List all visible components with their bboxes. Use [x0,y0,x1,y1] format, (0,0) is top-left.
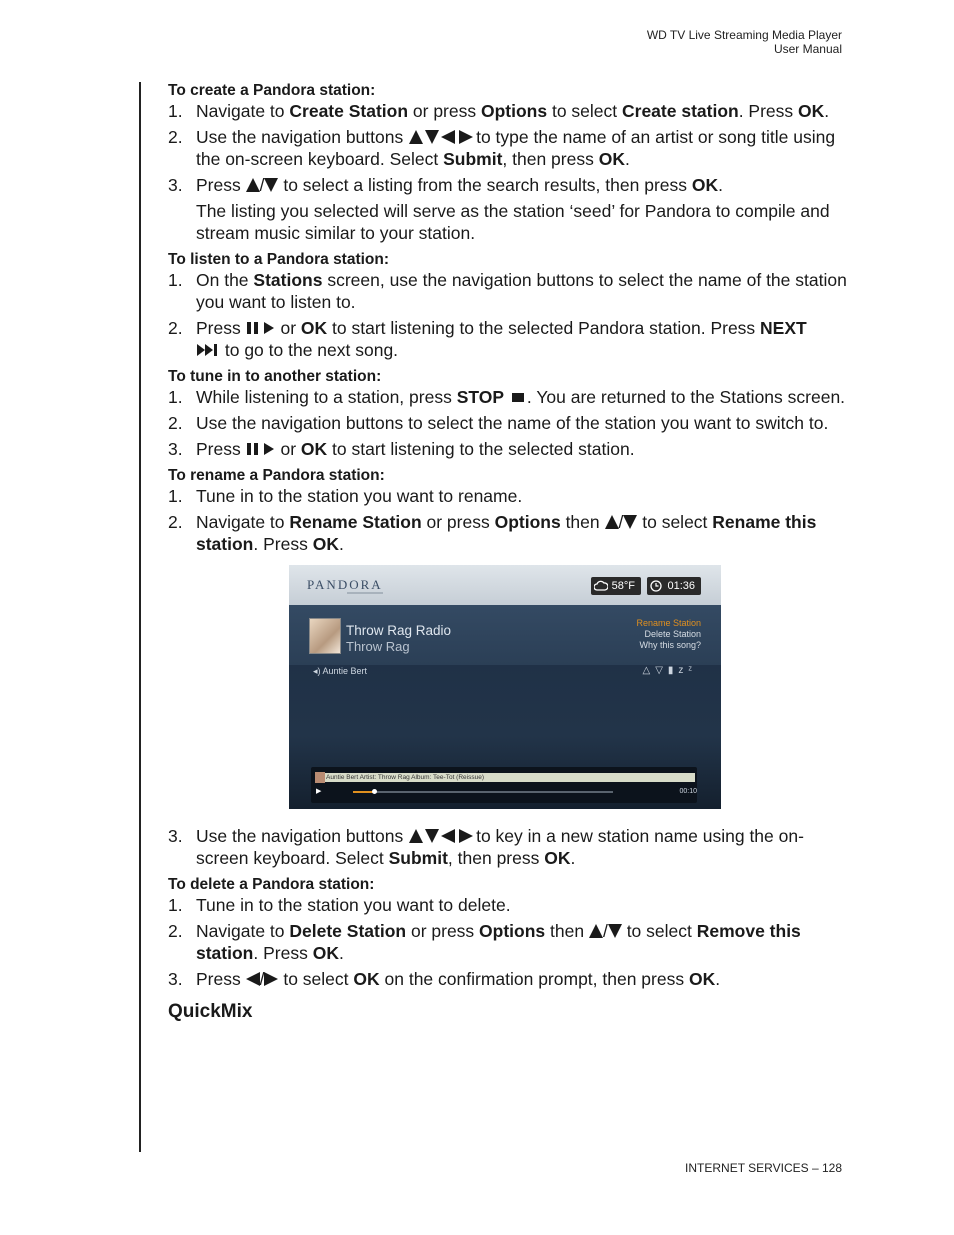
create-heading: To create a Pandora station: [168,82,376,99]
track-meta: Auntie Bert Artist: Throw Rag Album: Tee-Tot (Reissue) [315,773,695,782]
artist-name: Auntie Bert [322,666,368,676]
tune-step-2: 2. Use the navigation buttons to select the name of the station you want to switch to. [168,413,829,433]
delete-section [168,873,848,990]
album-art [309,618,341,654]
create-note: The listing you selected will serve as the station ‘seed’ for Pandora to compile and stream music similar to your station. [196,201,830,243]
pandora-screenshot [289,565,721,809]
delete-step-2: 2. Navigate to Delete Station or press Options then / to select Remove this station. Press OK. [168,921,801,963]
down-arrow-icon [264,177,278,193]
listen-step-2: 2. Press or OK to start listening to the selected Pandora station. Press NEXT to go to the next song. [168,318,807,360]
song-actions [642,665,697,676]
menu-why-this-song[interactable]: Why this song? [639,640,701,650]
down-arrow-icon [608,923,622,939]
rename-step-2: 2. Navigate to Rename Station or press Options then / to select Rename this station. Press OK. [168,512,817,554]
tune-heading: To tune in to another station: [168,368,382,385]
delete-step-3: 3. Press / to select OK on the confirmation prompt, then press OK. [168,969,721,989]
nav-arrows-icon [408,129,476,145]
pandora-logo: PANDORA [307,577,383,592]
play-pause-icon [246,320,276,336]
menu-rename-station[interactable]: Rename Station [636,618,701,628]
create-section [168,79,848,244]
create-step-3: 3. Press / to select a listing from the search results, then press OK. [168,175,723,195]
menu-delete-station[interactable]: Delete Station [644,629,701,639]
rename-step-3: 3. Use the navigation buttons to key in a new station name using the on-screen keyboard. Select Submit, then press OK. [168,826,804,868]
track-thumbnail [315,772,325,783]
delete-heading: To delete a Pandora station: [168,876,375,893]
page-content [168,79,848,1024]
up-arrow-icon [605,514,619,530]
tune-step-3: 3. Press or OK to start listening to the selected station. [168,439,635,459]
play-pause-icon [246,441,276,457]
next-track-icon [196,342,220,358]
create-step-1: 1. Navigate to Create Station or press Options to select Create station. Press OK. [168,101,830,121]
thumbs-down-icon[interactable]: ▽ [655,665,668,676]
artist-row [313,666,367,677]
up-arrow-icon [246,177,260,193]
quickmix-heading: QuickMix [168,1001,253,1022]
nav-arrows-icon [408,828,476,844]
clock-chip [647,577,701,595]
tune-section [168,365,848,460]
page-footer: INTERNET SERVICES – 128 [685,1161,842,1175]
thumbs-up-icon[interactable]: △ [642,665,656,676]
right-arrow-icon [264,971,278,987]
play-icon[interactable]: ▶ [316,788,322,795]
sleep-icon[interactable]: zᶻ [678,665,697,676]
listen-step-1: 1. On the Stations screen, use the navigation buttons to select the name of the station you want to listen to. [168,270,847,312]
bookmark-icon[interactable]: ▮ [667,665,679,676]
rename-step-1: 1. Tune in to the station you want to rename. [168,486,523,506]
clock-icon [650,580,662,592]
up-arrow-icon [589,923,603,939]
rename-section [168,464,848,869]
weather-chip [591,577,641,595]
listen-heading: To listen to a Pandora station: [168,251,390,268]
stop-icon [509,389,527,405]
left-arrow-icon [246,971,260,987]
create-step-2: 2. Use the navigation buttons to type the name of an artist or song title using the on-screen keyboard. Select Submit, then press OK. [168,127,836,169]
delete-step-1: 1. Tune in to the station you want to delete. [168,895,511,915]
song-name: Throw Rag [346,639,410,654]
options-menu [636,618,701,651]
elapsed-time: 00:10 [679,788,697,795]
header-product: WD TV Live Streaming Media Player [646,28,842,42]
cloud-icon [594,580,608,592]
progress-fill [353,791,374,793]
progress-knob[interactable] [372,789,377,794]
header-doc: User Manual [773,42,842,56]
listen-section [168,248,848,361]
page-header [647,28,842,56]
station-name: Throw Rag Radio [346,623,452,638]
rename-heading: To rename a Pandora station: [168,467,385,484]
temperature: 58°F [611,580,635,592]
left-margin-rule [139,82,141,1152]
speaker-icon: ◂) [313,666,321,676]
logo-tagline-bar [347,592,383,594]
clock-time: 01:36 [667,580,695,592]
down-arrow-icon [623,514,637,530]
progress-track [353,791,613,793]
tune-step-1: 1. While listening to a station, press STOP . You are returned to the Stations screen. [168,387,846,407]
